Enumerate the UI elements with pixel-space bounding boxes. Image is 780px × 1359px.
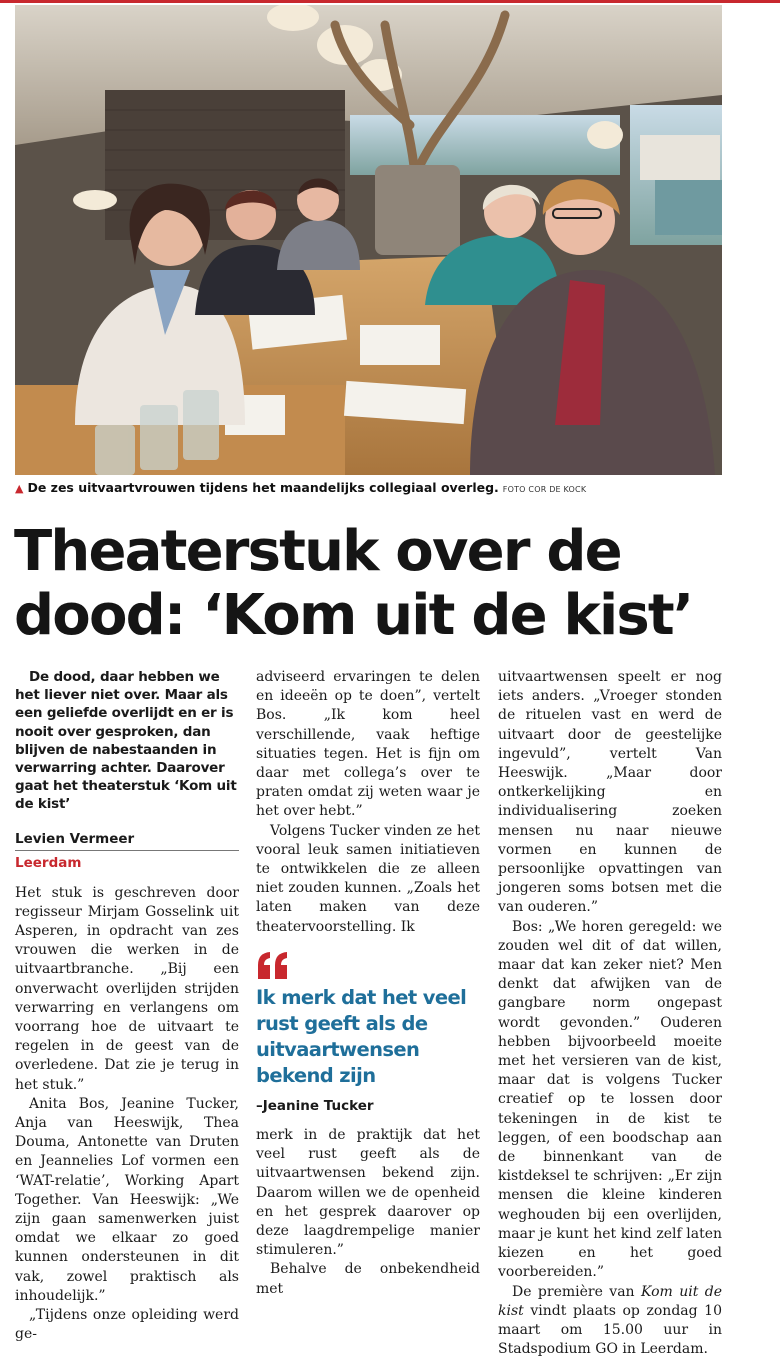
top-accent-line	[0, 0, 780, 3]
triangle-up-icon: ▲	[15, 482, 23, 495]
closing-text-end: vindt plaats op zondag 10 maart om 15.00 uur in Stadspodium GO in Leerdam.	[498, 1303, 722, 1357]
caption-text: De zes uitvaartvrouwen tijdens het maandelijks collegiaal overleg.	[27, 480, 498, 495]
closing-paragraph	[498, 1283, 722, 1359]
byline-divider	[15, 850, 239, 851]
body-paragraph: „Tijdens onze opleiding werd ge-	[15, 1306, 239, 1344]
closing-text-start: De première van	[512, 1284, 641, 1300]
article-column-3	[498, 668, 722, 1359]
pull-quote	[256, 951, 480, 1116]
body-paragraph: Anita Bos, Jeanine Tucker, Anja van Heeswijk, Thea Douma, Antonette van Druten en Jeannelies Lof vormen een ‘WAT-relatie’, Working Apart Together. Van Heeswijk: „We zijn gaan samenwerken juist omdat we elkaar zo goed kunnen ondersteunen in dit vak, zowel praktisch als inhoudelijk.”	[15, 1095, 239, 1306]
body-paragraph: adviseerd ervaringen te delen en ideeën op te doen”, vertelt Bos. „Ik kom heel verschillende, vaak heftige situaties tegen. Het is fijn om daar met collega’s over te praten omdat zij weten waar je het over hebt.”	[256, 668, 480, 822]
quote-icon	[256, 951, 290, 979]
body-paragraph: Bos: „We horen geregeld: we zouden wel dit of dat willen, maar dat kan zeker niet? Men denkt dat afwijken van de gangbare norm ongepast wordt gevonden.” Ouderen hebben bijvoorbeeld moeite met het versieren van de kist, maar dat is volgens Tucker creatief op te lossen door tekeningen in de kist te leggen, of een boodschap aan de binnenkant van de kistdeksel te schrijven: „Er zijn mensen die kleine kinderen weghouden bij een overlijden, maar je kunt het kind zelf laten kiezen en het goed voorbereiden.”	[498, 918, 722, 1283]
body-paragraph: uitvaartwensen speelt er nog iets anders. „Vroeger stonden de rituelen vast en werd de uitvaart door de geestelijke ingevuld”, vertelt Van Heeswijk. „Maar door ontkerkelijking en individualisering zoeken mensen nu naar nieuwe vormen en kunnen de persoonlijke opvattingen van jongeren soms botsen met die van ouderen.”	[498, 668, 722, 918]
pull-quote-text: Ik merk dat het veel rust geeft als de uitvaartwensen bekend zijn	[256, 985, 480, 1089]
article-intro: De dood, daar hebben we het liever niet over. Maar als een geliefde overlijdt en er is nooit over gesproken, dan blijven de nabestaanden in verwarring achter. Daarover gaat het theaterstuk ‘Kom uit de kist’	[15, 668, 239, 814]
body-paragraph: merk in de praktijk dat het veel rust geeft als de uitvaartwensen bekend zijn. Daarom willen we de openheid en het gesprek daarover op deze laagdrempelige manier stimuleren.”	[256, 1126, 480, 1260]
pull-quote-attribution: –Jeanine Tucker	[256, 1097, 480, 1116]
photo-credit: FOTO COR DE KOCK	[503, 485, 587, 494]
article-column-2	[256, 668, 480, 1299]
article-column-1	[15, 668, 239, 1345]
body-paragraph: Het stuk is geschreven door regisseur Mirjam Gosselink uit Asperen, in opdracht van zes vrouwen die werken in de uitvaartbranche. „Bij een onverwacht overlijden strijden verwarring en verlangens om voorrang hoe de uitvaart te regelen in de geest van de overledene. Dat zie je terug in het stuk.”	[15, 884, 239, 1095]
play-title: Kom uit de kist	[498, 1284, 722, 1319]
headline-line-1: Theaterstuk over de	[14, 519, 621, 584]
headline-line-2: dood: ‘Kom uit de kist’	[14, 583, 692, 648]
headline	[14, 520, 744, 648]
body-paragraph: Volgens Tucker vinden ze het vooral leuk samen initiatieven te ontwikkelen die ze alleen niet zouden kunnen. „Zoals het laten maken van deze theatervoorstelling. Ik	[256, 822, 480, 937]
body-paragraph: Behalve de onbekendheid met	[256, 1260, 480, 1298]
dateline-location: Leerdam	[15, 854, 239, 872]
article-photo	[15, 5, 722, 475]
photo-caption	[15, 480, 722, 495]
author-name: Levien Vermeer	[15, 830, 239, 848]
